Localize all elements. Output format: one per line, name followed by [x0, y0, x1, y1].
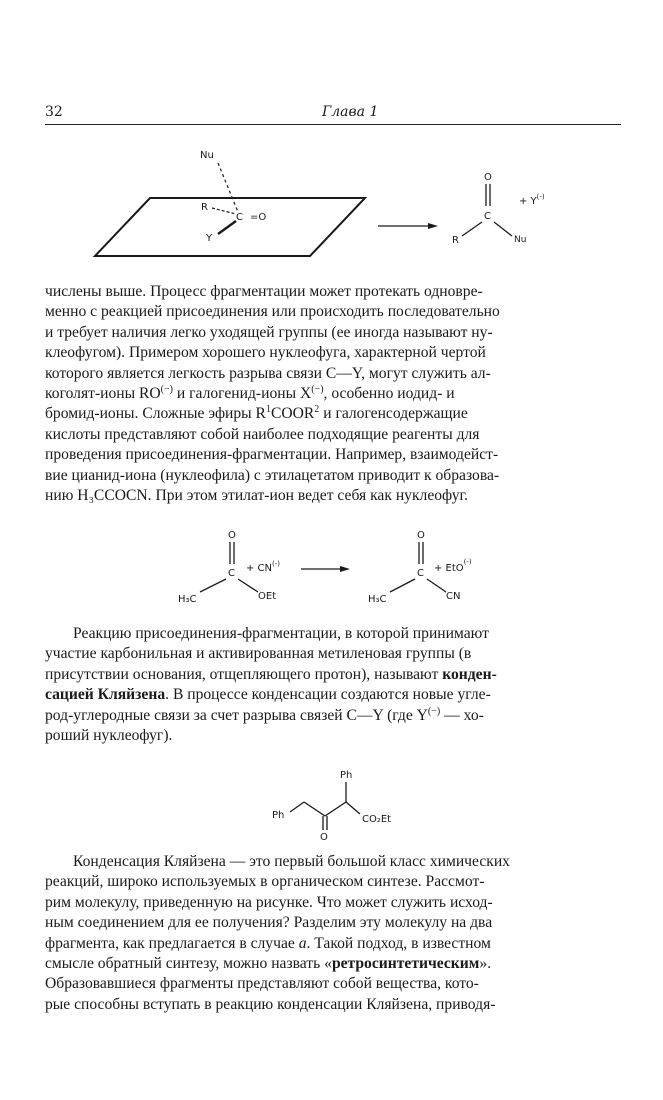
text-line: присутствии основания, отщепляющего протон), называют конден- — [45, 665, 497, 683]
text-line: менно с реакцией присоединения или происходить последовательно — [45, 303, 500, 321]
o-right-label: O — [484, 172, 492, 183]
paragraph-1 — [45, 282, 623, 506]
text-line: ным соединением для ее получения? Разделим эту молекулу на два — [45, 914, 493, 932]
text-line: Реакцию присоединения-фрагментации, в которой принимают — [73, 625, 489, 642]
r-label: R — [201, 202, 208, 213]
plus-y-label: + Y(-) — [519, 193, 545, 207]
nu-right-label: Nu — [514, 235, 527, 245]
text-line: которого является легкость разрыва связи C—Y, могут служить ал- — [45, 364, 491, 382]
text-line: и требует наличия легко уходящей группы (ее иногда называют ну- — [45, 323, 493, 341]
page-header — [45, 104, 621, 125]
svg-text:Ph: Ph — [272, 810, 285, 821]
svg-text:H₃C: H₃C — [178, 594, 197, 605]
r-dash-bond — [212, 208, 236, 214]
text-line: сацией Кляйзена. В процессе конденсации создаются новые угле- — [45, 686, 491, 704]
page-number: 32 — [45, 104, 63, 120]
o-double-label: =O — [250, 212, 267, 223]
svg-text:CN: CN — [446, 591, 461, 602]
nu-label: Nu — [200, 150, 214, 161]
svg-text:CO₂Et: CO₂Et — [362, 814, 392, 825]
svg-text:OEt: OEt — [258, 591, 277, 602]
text-line: коголят-ионы RO(−) и галогенид-ионы X(−), особенно иодид- и — [45, 383, 455, 403]
text-line: числены выше. Процесс фрагментации может протекать одновре- — [45, 283, 483, 300]
text-line: род-углеродные связи за счет разрыва связей C—Y (где Y(−) — хо- — [45, 705, 484, 724]
figure-target-molecule — [0, 766, 663, 846]
svg-text:+ EtO(-): + EtO(-) — [434, 558, 472, 574]
text-line: нию H₃CCOCN. При этом этилат-ион ведет себя как нуклеофуг. — [45, 487, 469, 505]
svg-text:H₃C: H₃C — [368, 594, 387, 605]
text-line: роший нуклеофуг). — [45, 727, 173, 745]
svg-text:Ph: Ph — [340, 770, 353, 781]
paragraph-3 — [45, 852, 623, 1015]
text-line: бромид-ионы. Сложные эфиры $R^1COOR^2$ и галогенсодержащие — [45, 404, 468, 423]
chapter-title: Глава 1 — [322, 104, 379, 120]
text-line: кислоты представляют собой наиболее подходящие реагенты для — [45, 425, 480, 443]
text-line: реакций, широко используемых в органическом синтезе. Рассмот- — [45, 873, 485, 891]
svg-text:O: O — [228, 530, 236, 541]
paragraph-2 — [45, 624, 623, 746]
plane — [95, 198, 365, 256]
svg-text:C: C — [417, 568, 424, 579]
c-right-label: C — [484, 211, 491, 222]
text-line: вие цианид-иона (нуклеофила) с этилацетатом приводит к образова- — [45, 466, 500, 484]
text-line: участие карбонильная и активированная метиленовая группы (в — [45, 645, 472, 663]
figure-nucleophilic-attack — [0, 138, 663, 298]
text-line: Образовавшиеся фрагменты представляют собой вещества, кото- — [45, 975, 479, 993]
r-right-label: R — [452, 235, 459, 246]
y-bond — [218, 221, 236, 234]
text-line: клеофугом). Примером хорошего нуклеофуга, характерной чертой — [45, 344, 486, 362]
nu-dash-bond — [218, 163, 238, 212]
text-line: смысле обратный синтезу, можно назвать «ретросинтетическим». — [45, 955, 492, 973]
text-line: Конденсация Кляйзена — это первый большой класс химических — [73, 853, 510, 870]
svg-text:O: O — [320, 832, 328, 843]
svg-text:C: C — [228, 568, 235, 579]
svg-text:+ CN(-): + CN(-) — [246, 560, 281, 574]
figure-cyanide-reaction — [0, 524, 663, 604]
text-line: фрагмента, как предлагается в случае a. Такой подход, в известном — [45, 934, 491, 952]
text-line: рим молекулу, приведенную на рисунке. Что может служить исход- — [45, 893, 493, 911]
y-label: Y — [206, 233, 213, 244]
svg-text:O: O — [417, 530, 425, 541]
text-line: проведения присоединения-фрагментации. Например, взаимодейст- — [45, 446, 499, 464]
text-line: рые способны вступать в реакцию конденсации Кляйзена, приводя- — [45, 995, 496, 1013]
c-label: C — [236, 212, 243, 223]
